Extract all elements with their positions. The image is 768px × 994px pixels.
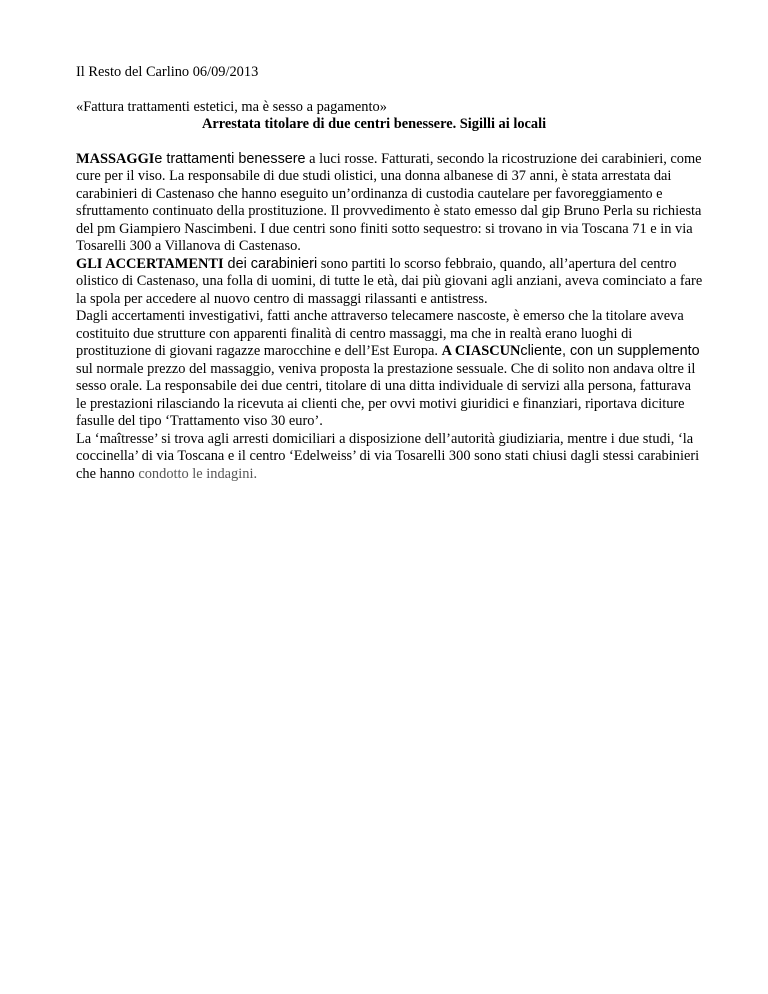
paragraph-1 [76, 151, 704, 256]
article-body [76, 151, 704, 484]
paragraph-4 [76, 431, 704, 484]
paragraph-3-tail: sul normale prezzo del massaggio, veniva proposta la prestazione sessuale. Che di solito non andava oltre il sesso orale. La responsabile dei due centri, titolare di una ditta individuale di servizi alla persona, fatturava le prestazioni rilasciando la ricevuta ai clienti che, per ovvi motivi giuridici e finanziari, riportava diciture fasulle del tipo ‘Trattamento viso 30 euro’. [76, 360, 696, 429]
paragraph-4-body: La ‘maîtresse’ si trova agli arresti domiciliari a disposizione dell’autorità giudiziaria, mentre i due studi, ‘la coccinella’ di via Toscana e il centro ‘Edelweiss’ di via Tosarelli 300 sono stati chiusi dagli stessi carabinieri che hanno [76, 430, 700, 482]
paragraph-2-lead-sans: dei carabinieri [223, 255, 318, 272]
paragraph-2-body: sono partiti lo scorso febbraio, quando, all’apertura del centro olistico di Castenaso, una folla di uomini, di tutte le età, dai più giovani agli anziani, aveva cominciato a fare la spola per accedere al nuovo centro di massaggi rilassanti e antistress. [76, 255, 703, 307]
paragraph-2-lead-bold: GLI ACCERTAMENTI [76, 255, 224, 272]
paragraph-4-tail: condotto le indagini. [138, 465, 258, 482]
paragraph-3-mid-sans: cliente, con un supplemento [520, 343, 700, 359]
headline: «Fattura trattamenti estetici, ma è sesso a pagamento» [76, 98, 387, 115]
paragraph-1-lead-sans: e trattamenti benessere [154, 150, 306, 167]
subheadline: Arrestata titolare di due centri benessere. Sigilli ai locali [202, 116, 547, 132]
source-line: Il Resto del Carlino 06/09/2013 [76, 64, 259, 80]
paragraph-1-body: a luci rosse. Fatturati, secondo la ricostruzione dei carabinieri, come cure per il viso. La responsabile di due studi olistici, una donna albanese di 37 anni, è stata arrestata dai carabinieri di Castenaso che hanno eseguito un’ordinanza di custodia cautelare per favoreggiamento e sfruttamento continuato della prostituzione. Il provvedimento è stato emesso dal gip Bruno Perla su richiesta del pm Giampiero Nascimbeni. I due centri sono finiti sotto sequestro: si trovano in via Toscana 71 e in via Tosarelli 300 a Villanova di Castenaso. [76, 150, 702, 254]
paragraph-3-body: Dagli accertamenti investigativi, fatti anche attraverso telecamere nascoste, è emerso che la titolare aveva costituito due strutture con apparenti finalità di centro massaggi, ma che in realtà erano luoghi di prostituzione di giovani ragazze marocchine e dell’Est Europa. [76, 308, 684, 359]
document-page [76, 64, 704, 483]
paragraph-3-mid-bold: A CIASCUN [441, 343, 521, 359]
paragraph-2 [76, 256, 704, 309]
paragraph-1-lead-bold: MASSAGGI [76, 150, 155, 167]
paragraph-3 [76, 308, 704, 431]
